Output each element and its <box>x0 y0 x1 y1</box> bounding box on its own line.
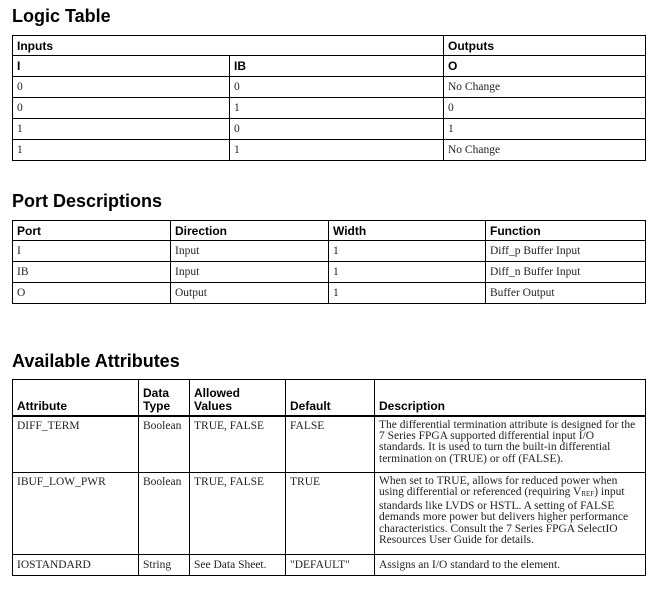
cell: Diff_n Buffer Input <box>486 262 646 283</box>
available-attributes-title: Available Attributes <box>12 351 180 371</box>
allowed-values-line-1: Allowed <box>194 385 241 400</box>
column-header-allowed-values <box>190 380 286 416</box>
cell: 1 <box>329 262 486 283</box>
attribute-allowed-values: See Data Sheet. <box>190 555 286 576</box>
table-row <box>13 119 646 140</box>
column-header-o: O <box>444 56 646 77</box>
cell: IB <box>13 262 171 283</box>
attribute-allowed-values: TRUE, FALSE <box>190 473 286 555</box>
attribute-description: Assigns an I/O standard to the element. <box>375 555 646 576</box>
cell: 1 <box>329 283 486 304</box>
column-header-description: Description <box>375 380 646 416</box>
attribute-description <box>375 473 646 555</box>
inputs-group-header: Inputs <box>13 36 444 56</box>
data-type-line-2: Type <box>143 398 171 413</box>
attribute-name: DIFF_TERM <box>13 416 139 473</box>
cell: I <box>13 241 171 262</box>
cell: Input <box>171 241 329 262</box>
outputs-group-header: Outputs <box>444 36 646 56</box>
available-attributes-table <box>12 379 646 576</box>
column-header-function: Function <box>486 221 646 241</box>
cell: No Change <box>444 140 646 161</box>
data-type-line-1: Data <box>143 385 170 400</box>
attribute-default: TRUE <box>286 473 375 555</box>
cell: 0 <box>13 98 230 119</box>
cell: No Change <box>444 77 646 98</box>
vref-subscript: REF <box>581 490 595 499</box>
cell: Input <box>171 262 329 283</box>
attribute-default: "DEFAULT" <box>286 555 375 576</box>
attribute-description: The differential termination attribute is designed for the 7 Series FPGA supported differential input I/O standards. It is used to turn the built-in differential termination on (TRUE) or off (FALSE). <box>375 416 646 473</box>
table-row <box>13 555 646 576</box>
column-header-data-type <box>139 380 190 416</box>
cell: O <box>13 283 171 304</box>
port-descriptions-table <box>12 220 646 304</box>
attribute-type: String <box>139 555 190 576</box>
column-header-i: I <box>13 56 230 77</box>
logic-table <box>12 35 646 161</box>
allowed-values-line-2: Values <box>194 398 233 413</box>
attribute-default: FALSE <box>286 416 375 473</box>
table-row <box>13 416 646 473</box>
column-header-port: Port <box>13 221 171 241</box>
cell: 1 <box>230 98 444 119</box>
port-descriptions-title: Port Descriptions <box>12 191 163 211</box>
table-row <box>13 473 646 555</box>
column-header-direction: Direction <box>171 221 329 241</box>
cell: 0 <box>230 77 444 98</box>
column-header-attribute: Attribute <box>13 380 139 416</box>
attribute-name: IOSTANDARD <box>13 555 139 576</box>
cell: Buffer Output <box>486 283 646 304</box>
attribute-type: Boolean <box>139 416 190 473</box>
logic-table-title: Logic Table <box>12 6 111 26</box>
attribute-allowed-values: TRUE, FALSE <box>190 416 286 473</box>
cell: 0 <box>230 119 444 140</box>
table-row <box>13 283 646 304</box>
table-row <box>13 77 646 98</box>
table-row <box>13 140 646 161</box>
column-header-ib: IB <box>230 56 444 77</box>
cell: Diff_p Buffer Input <box>486 241 646 262</box>
table-row <box>13 241 646 262</box>
cell: 0 <box>444 98 646 119</box>
attribute-name: IBUF_LOW_PWR <box>13 473 139 555</box>
cell: 1 <box>13 119 230 140</box>
table-row <box>13 262 646 283</box>
column-header-width: Width <box>329 221 486 241</box>
column-header-default: Default <box>286 380 375 416</box>
table-row <box>13 98 646 119</box>
cell: 1 <box>230 140 444 161</box>
cell: 1 <box>13 140 230 161</box>
description-part-a: When set to TRUE, allows for reduced power when using differential or referenced (requiring V <box>379 475 618 499</box>
cell: 1 <box>329 241 486 262</box>
cell: 1 <box>444 119 646 140</box>
cell: 0 <box>13 77 230 98</box>
cell: Output <box>171 283 329 304</box>
description-part-b: ) input standards like LVDS or HSTL. A setting of FALSE demands more power but delivers higher performance characteristics. Consult the 7 Series FPGA SelectIO Resources User Guide for details. <box>379 486 629 547</box>
attribute-type: Boolean <box>139 473 190 555</box>
